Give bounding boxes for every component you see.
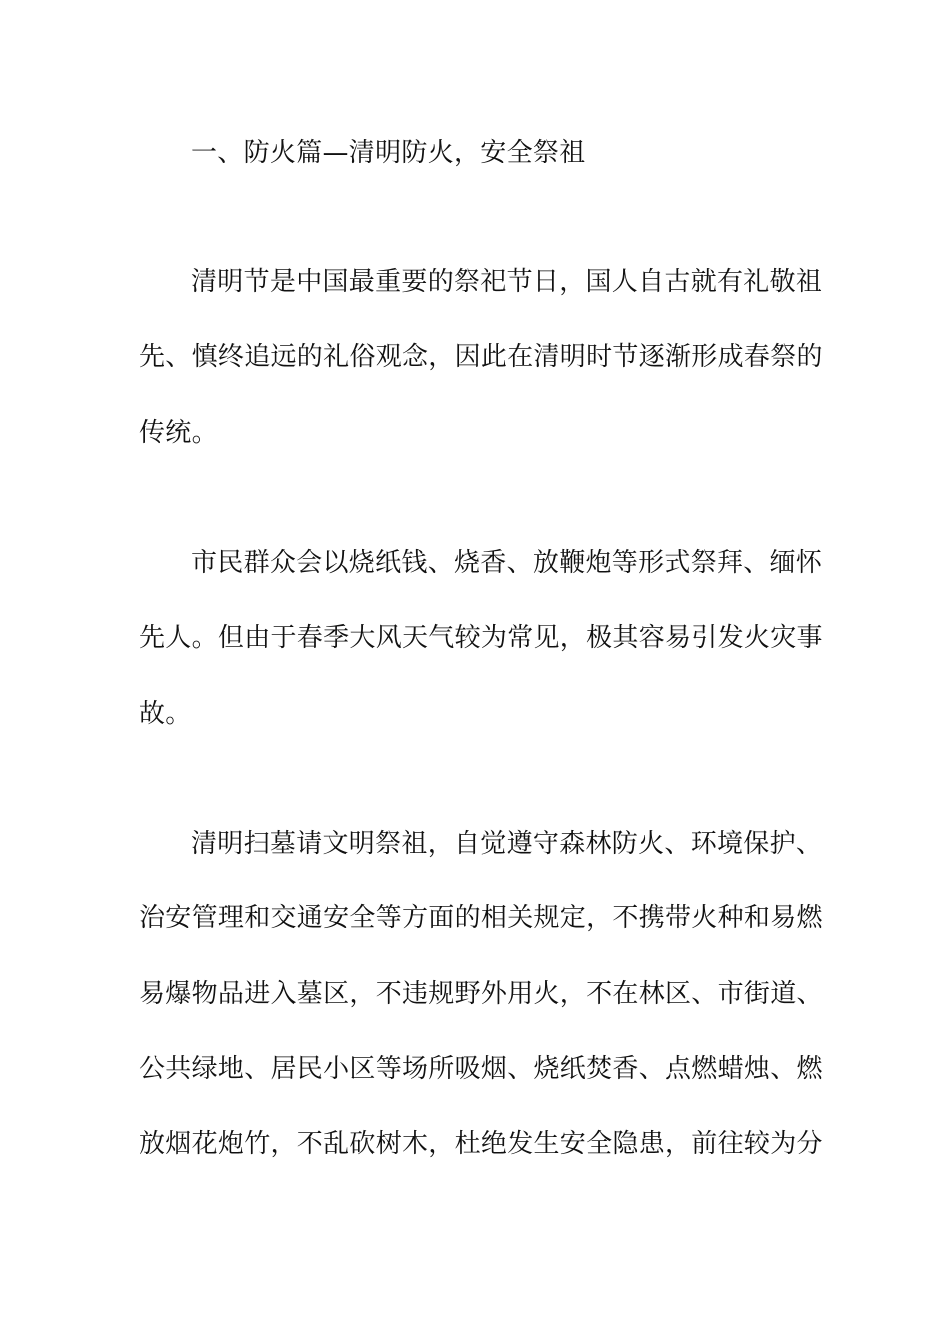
paragraph-line: 先人。但由于春季大风天气较为常见，极其容易引发火灾事 xyxy=(139,623,823,653)
paragraph-line: 放烟花炮竹，不乱砍树木，杜绝发生安全隐患，前往较为分 xyxy=(139,1129,823,1159)
paragraph-line: 公共绿地、居民小区等场所吸烟、烧纸焚香、点燃蜡烛、燃 xyxy=(139,1054,823,1084)
paragraph-line: 传统。 xyxy=(139,418,218,448)
section-heading: 一、防火篇—清明防火，安全祭祖 xyxy=(191,138,586,168)
paragraph-line: 清明节是中国最重要的祭祀节日，国人自古就有礼敬祖 xyxy=(191,267,823,297)
paragraph-line: 故。 xyxy=(139,699,192,729)
paragraph-line: 市民群众会以烧纸钱、烧香、放鞭炮等形式祭拜、缅怀 xyxy=(191,548,823,578)
paragraph-line: 先、慎终追远的礼俗观念，因此在清明时节逐渐形成春祭的 xyxy=(139,342,823,372)
paragraph-line: 清明扫墓请文明祭祖，自觉遵守森林防火、环境保护、 xyxy=(191,829,823,859)
paragraph-line: 治安管理和交通安全等方面的相关规定，不携带火种和易燃 xyxy=(139,903,823,933)
paragraph-line: 易爆物品进入墓区，不违规野外用火，不在林区、市街道、 xyxy=(139,979,823,1009)
